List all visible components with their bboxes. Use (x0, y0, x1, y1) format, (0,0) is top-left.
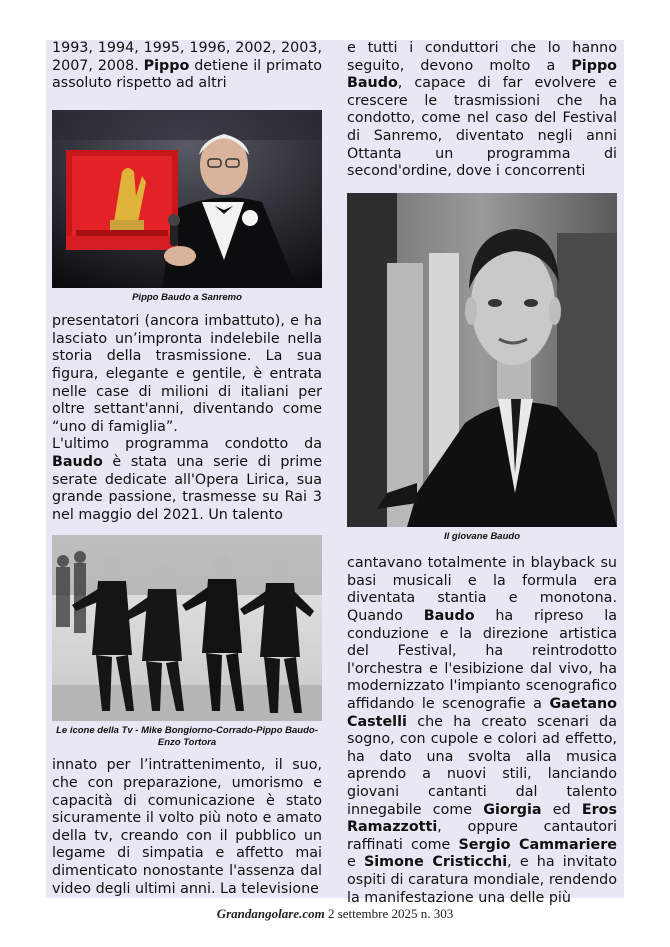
text-run: 1993, 1994, 1995, 1996, 2002, 2003, 2007, 2008. (52, 40, 322, 74)
text-run: ed (541, 801, 582, 818)
text-run: e (347, 854, 364, 871)
left-paragraph-1 (52, 40, 322, 93)
bold-name: Eros Ramazzotti (347, 801, 617, 836)
bold-name: Giorgia (483, 801, 542, 818)
bold-name: Simone Cristicchi (363, 854, 508, 871)
text-run: innato per l’intrattenimento, il suo, che con preparazione, umorismo e capacità di comunicazione è stato sicuramente il volto più noto e amato della tv, creando con il pubblico un legame di simpatia e affetto mai dimenticato nonostante l'assenza dal video degli ultimi anni. La televisione (52, 757, 322, 897)
left-paragraph-4 (52, 757, 322, 898)
text-run: è stata una serie di prime serate dedicate all'Opera Lirica, sua grande passione, trasmesse su Rai 3 nel maggio del 2021. Un talento (52, 454, 322, 523)
photo-baudo-sanremo-illustration (52, 110, 322, 288)
right-paragraph-2 (347, 555, 617, 907)
text-run: , oppure cantautori raffinati come (347, 819, 617, 853)
bold-name: Baudo (423, 608, 475, 625)
right-paragraph-1 (347, 40, 617, 181)
left-column (52, 40, 322, 898)
bold-name: Pippo (143, 57, 190, 74)
photo-caption: Il giovane Baudo (443, 530, 520, 542)
text-run: cantavano totalmente in blayback su basi musicali e la formula era diventata stantia e monotona. Quando (347, 555, 617, 625)
bold-name: Gaetano Castelli (347, 696, 617, 730)
photo-tv-icons (52, 535, 322, 721)
photo-caption: Pippo Baudo a Sanremo (132, 291, 242, 303)
text-run: , e ha invitato ospiti di caratura mondiale, rendendo la manifestazione una delle più (347, 854, 617, 906)
right-column (347, 40, 617, 907)
left-paragraph-2 (52, 313, 322, 436)
photo-caption: Le icone della Tv - Mike Bongiorno-Corrado-Pippo Baudo-Enzo Tortora (56, 725, 318, 748)
footer-brand: Grandangolare.com (216, 906, 325, 921)
text-run: ha ripreso la conduzione e la direzione artistica del Festival, ha reintrodotto l'orchestra e l'esibizione dal vivo, ha modernizzato l'impianto scenografico affidando le scenografie a (347, 608, 617, 712)
text-run: L'ultimo programma condotto da (52, 436, 322, 453)
photo-tv-icons-illustration (52, 535, 322, 721)
photo-young-baudo-illustration (347, 193, 617, 527)
left-paragraph-3 (52, 436, 322, 524)
text-run: e tutti i conduttori che lo hanno seguito, devono molto a (347, 40, 617, 74)
footer-issue: 2 settembre 2025 n. 303 (324, 906, 454, 921)
bold-name: Baudo (52, 454, 103, 471)
bold-name: Sergio Cammariere (458, 836, 617, 853)
page-footer (0, 906, 670, 922)
photo-young-baudo (347, 193, 617, 527)
text-run: che ha creato scenari da sogno, con cupole e colori ad effetto, ha dato una svolta alla musica aprendo a nuovi stili, lanciando giovani cantanti dal talento innegabile come (347, 713, 617, 818)
text-run: , capace di far evolvere e crescere le trasmissioni che ha condotto, come nel caso del Festival di Sanremo, diventato negli anni Ottanta un programma di second'ordine, dove i concorrenti (347, 75, 617, 180)
text-run: presentatori (ancora imbattuto), e ha lasciato un’impronta indelebile nella storia della trasmissione. La sua figura, elegante e gentile, è entrata nelle case di milioni di italiani per oltre settant'anni, diventando come “uno di famiglia”. (52, 313, 322, 435)
text-run: detiene il primato assoluto rispetto ad altri (52, 57, 322, 92)
photo-baudo-sanremo (52, 110, 322, 288)
bold-name: Pippo Baudo (347, 57, 617, 92)
